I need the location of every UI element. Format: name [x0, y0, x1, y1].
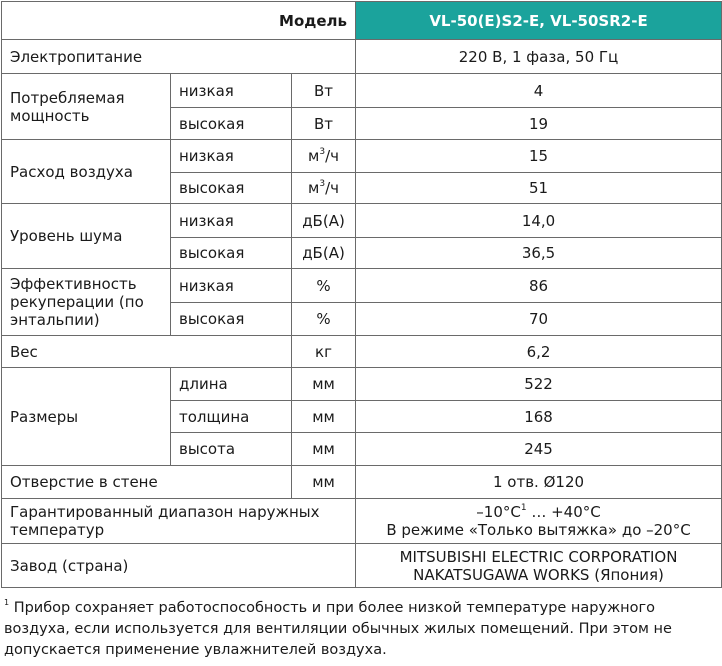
noise-label: Уровень шума	[2, 204, 171, 269]
weight-unit: кг	[292, 336, 356, 368]
model-label: Модель	[2, 2, 356, 40]
noise-mode: низкая	[171, 204, 292, 238]
efficiency-mode: низкая	[171, 269, 292, 303]
footnote-marker: 1	[4, 598, 10, 608]
noise-unit: дБ(А)	[292, 204, 356, 238]
dimensions-label: Размеры	[2, 368, 171, 466]
row-weight	[2, 336, 722, 368]
row-airflow-low	[2, 140, 722, 173]
row-dimensions-length	[2, 368, 722, 401]
efficiency-label: Эффективность рекуперации (по энтальпии)	[2, 269, 171, 336]
power-supply-label: Электропитание	[2, 40, 356, 74]
noise-mode: высокая	[171, 238, 292, 269]
wall-hole-label: Отверстие в стене	[2, 466, 292, 499]
efficiency-mode: высокая	[171, 303, 292, 336]
consumption-mode: низкая	[171, 74, 292, 108]
airflow-value: 15	[356, 140, 722, 173]
airflow-value: 51	[356, 173, 722, 204]
power-supply-value: 220 В, 1 фаза, 50 Гц	[356, 40, 722, 74]
airflow-unit: $м^3/ч$	[292, 173, 356, 204]
row-consumption-low	[2, 74, 722, 108]
wall-hole-unit: мм	[292, 466, 356, 499]
efficiency-value: 86	[356, 269, 722, 303]
dimensions-value: 522	[356, 368, 722, 401]
row-temperature	[2, 499, 722, 544]
spec-table	[1, 1, 722, 588]
dimensions-mode: длина	[171, 368, 292, 401]
dimensions-mode: высота	[171, 433, 292, 466]
footnote: $^1$ Прибор сохраняет работоспособность и при более низкой температуре наружного воздуха, если используется для вентиляции обычных жилых помещений. При этом не допускается применение увлажнителей воздуха.	[4, 598, 672, 658]
row-efficiency-low	[2, 269, 722, 303]
weight-label: Вес	[2, 336, 292, 368]
header-row	[2, 2, 722, 40]
consumption-unit: Вт	[292, 74, 356, 108]
dimensions-unit: мм	[292, 433, 356, 466]
airflow-mode: низкая	[171, 140, 292, 173]
airflow-mode: высокая	[171, 173, 292, 204]
noise-value: 14,0	[356, 204, 722, 238]
consumption-mode: высокая	[171, 108, 292, 140]
efficiency-value: 70	[356, 303, 722, 336]
wall-hole-value: 1 отв. Ø120	[356, 466, 722, 499]
airflow-unit: $м^3/ч$	[292, 140, 356, 173]
row-power-supply	[2, 40, 722, 74]
efficiency-unit: %	[292, 303, 356, 336]
noise-unit: дБ(А)	[292, 238, 356, 269]
dimensions-unit: мм	[292, 368, 356, 401]
consumption-label: Потребляемая мощность	[2, 74, 171, 140]
noise-value: 36,5	[356, 238, 722, 269]
factory-label: Завод (страна)	[2, 544, 356, 588]
row-factory	[2, 544, 722, 588]
factory-value: MITSUBISHI ELECTRIC CORPORATION NAKATSUGAWA WORKS (Япония)	[356, 544, 722, 588]
efficiency-unit: %	[292, 269, 356, 303]
airflow-label: Расход воздуха	[2, 140, 171, 204]
row-wall-hole	[2, 466, 722, 499]
dimensions-value: 245	[356, 433, 722, 466]
temperature-label: Гарантированный диапазон наружных температур	[2, 499, 356, 544]
dimensions-value: 168	[356, 401, 722, 433]
row-noise-low	[2, 204, 722, 238]
dimensions-unit: мм	[292, 401, 356, 433]
consumption-value: 19	[356, 108, 722, 140]
dimensions-mode: толщина	[171, 401, 292, 433]
consumption-value: 4	[356, 74, 722, 108]
consumption-unit: Вт	[292, 108, 356, 140]
model-value: VL-50(E)S2-E, VL-50SR2-E	[356, 2, 722, 40]
temperature-value: $-10^\circ С^1$ … +40°С В режиме «Только вытяжка» до –20°С	[356, 499, 722, 544]
weight-value: 6,2	[356, 336, 722, 368]
